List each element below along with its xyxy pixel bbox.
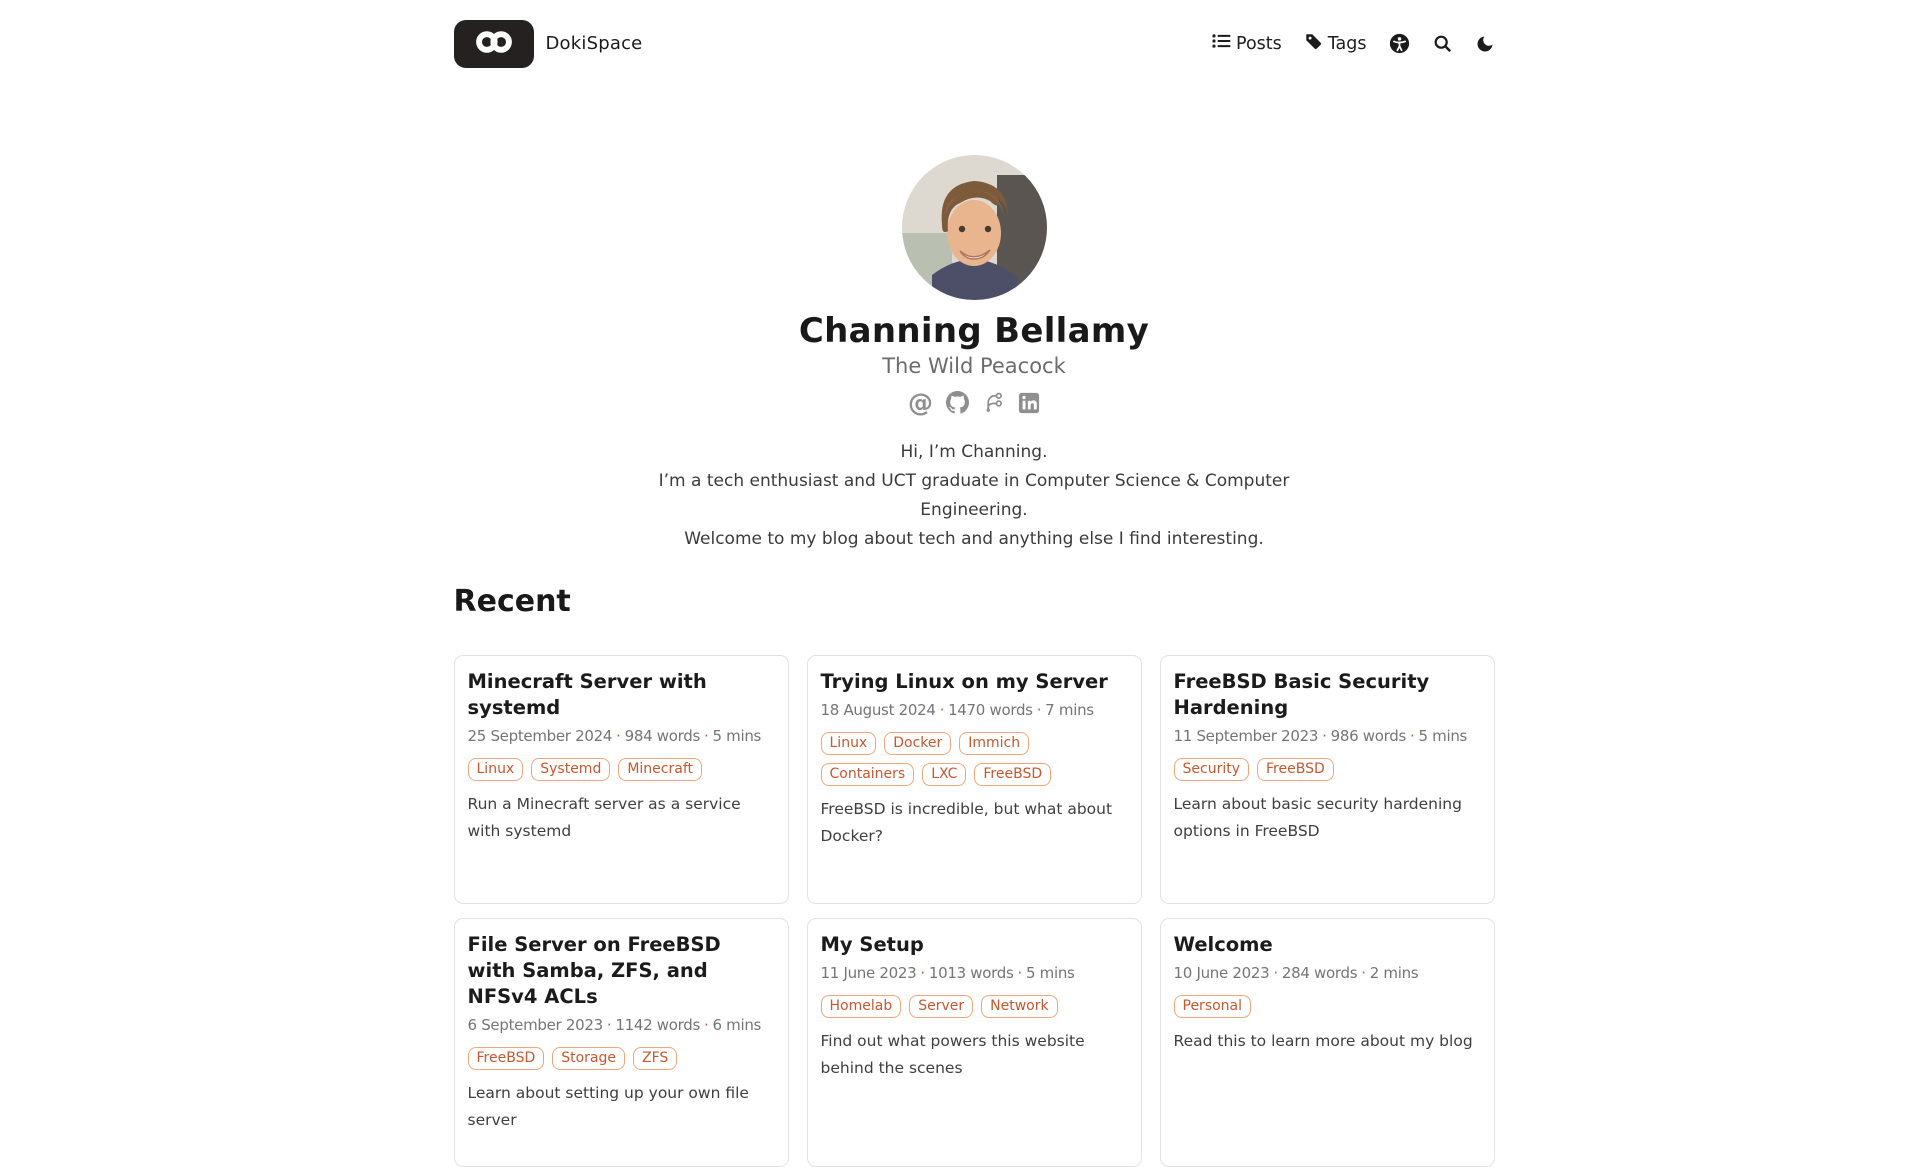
main-nav	[1211, 31, 1494, 56]
github-icon[interactable]	[946, 391, 969, 414]
meta-separator-dot: ·	[606, 1016, 612, 1034]
post-title: File Server on FreeBSD with Samba, ZFS, and NFSv4 ACLs	[467, 933, 721, 1008]
post-title: Trying Linux on my Server	[820, 670, 1108, 693]
recent-posts-grid	[454, 655, 1495, 1167]
tag-pill[interactable]: Security	[1174, 758, 1250, 781]
tag-pill[interactable]: Storage	[552, 1047, 625, 1070]
meta-separator-dot: ·	[616, 727, 621, 745]
home-link[interactable]	[454, 20, 643, 68]
tag-pill[interactable]: Linux	[468, 758, 524, 781]
tag-pill[interactable]: Minecraft	[618, 758, 702, 781]
post-date: 25 September 2024	[467, 727, 613, 745]
tag-pill[interactable]: Linux	[821, 732, 877, 755]
post-read-time: 7 mins	[1045, 701, 1094, 719]
meta-separator-dot: ·	[1017, 964, 1022, 982]
meta-separator-dot: ·	[1409, 727, 1415, 745]
post-read-time: 2 mins	[1369, 964, 1419, 982]
site-header	[454, 0, 1495, 68]
post-meta	[821, 698, 1128, 723]
post-tags	[1174, 758, 1481, 781]
page-container	[454, 0, 1495, 1167]
post-word-count: 984 words	[624, 727, 700, 745]
nav-posts-label: Posts	[1236, 33, 1282, 54]
post-tags	[821, 995, 1128, 1018]
tag-pill[interactable]: Immich	[959, 732, 1029, 755]
post-read-time: 6 mins	[712, 1016, 762, 1034]
tag-pill[interactable]: Network	[981, 995, 1057, 1018]
post-date: 10 June 2023	[1173, 964, 1270, 982]
post-title: My Setup	[820, 933, 924, 956]
linkedin-icon[interactable]	[1018, 392, 1040, 414]
tag-pill[interactable]: Docker	[884, 732, 951, 755]
post-meta	[1174, 724, 1481, 749]
tag-pill[interactable]: FreeBSD	[974, 763, 1051, 786]
bio-line: I’m a tech enthusiast and UCT graduate in Computer Science & Computer	[658, 471, 1290, 491]
post-description: FreeBSD is incredible, but what about Docker?	[820, 800, 1113, 845]
post-description: Learn about basic security hardening options in FreeBSD	[1173, 795, 1462, 840]
brand-name: DokiSpace	[545, 33, 643, 54]
email-at-icon[interactable]: @	[908, 387, 933, 417]
tag-pill[interactable]: Systemd	[531, 758, 610, 781]
dark-mode-moon-icon[interactable]	[1475, 34, 1495, 54]
post-title: FreeBSD Basic Security Hardening	[1173, 670, 1430, 719]
post-word-count: 986 words	[1330, 727, 1406, 745]
tag-pill[interactable]: LXC	[922, 763, 966, 786]
post-date: 18 August 2024	[820, 701, 936, 719]
post-card[interactable]	[807, 655, 1142, 904]
post-date: 6 September 2023	[467, 1016, 603, 1034]
meta-separator-dot: ·	[703, 727, 709, 745]
post-date: 11 September 2023	[1173, 727, 1319, 745]
tag-pill[interactable]: Containers	[821, 763, 915, 786]
post-word-count: 284 words	[1281, 964, 1358, 982]
post-read-time: 5 mins	[712, 727, 762, 745]
profile-section	[454, 155, 1495, 554]
nav-item-tags[interactable]	[1304, 32, 1367, 56]
post-read-time: 5 mins	[1418, 727, 1468, 745]
avatar	[902, 155, 1047, 300]
post-card[interactable]	[454, 655, 789, 904]
post-word-count: 1142 words	[615, 1016, 700, 1034]
meta-separator-dot: ·	[1361, 964, 1366, 982]
meta-separator-dot: ·	[939, 701, 945, 719]
profile-subtitle: The Wild Peacock	[882, 354, 1066, 378]
site-logo	[454, 20, 534, 68]
post-card[interactable]	[1160, 655, 1495, 904]
post-description: Read this to learn more about my blog	[1173, 1032, 1473, 1050]
meta-separator-dot: ·	[703, 1016, 709, 1034]
search-icon[interactable]	[1432, 33, 1453, 54]
post-description: Find out what powers this website behind the scenes	[820, 1032, 1085, 1077]
post-word-count: 1470 words	[948, 701, 1033, 719]
post-title: Welcome	[1173, 933, 1273, 956]
profile-name: Channing Bellamy	[798, 311, 1150, 351]
post-description: Run a Minecraft server as a service with systemd	[467, 795, 741, 840]
meta-separator-dot: ·	[1273, 964, 1278, 982]
post-card[interactable]	[454, 918, 789, 1167]
post-tags	[821, 732, 1128, 786]
nav-tags-label: Tags	[1327, 33, 1367, 54]
list-icon	[1211, 31, 1231, 56]
nav-item-posts[interactable]	[1211, 31, 1282, 56]
bio-line: Hi, I’m Channing.	[900, 442, 1048, 462]
recent-heading: Recent	[453, 584, 571, 619]
post-read-time: 5 mins	[1025, 964, 1075, 982]
bio-line: Engineering.	[920, 500, 1028, 520]
tag-pill[interactable]: Server	[909, 995, 973, 1018]
post-meta	[1174, 961, 1481, 986]
post-tags	[1174, 995, 1481, 1018]
tag-pill[interactable]: Personal	[1174, 995, 1252, 1018]
tag-pill[interactable]: FreeBSD	[468, 1047, 545, 1070]
meta-separator-dot: ·	[1322, 727, 1327, 745]
tag-pill[interactable]: Homelab	[821, 995, 902, 1018]
post-meta	[468, 724, 775, 749]
post-tags	[468, 1047, 775, 1070]
post-title: Minecraft Server with systemd	[467, 670, 707, 719]
meta-separator-dot: ·	[920, 964, 925, 982]
tag-pill[interactable]: ZFS	[633, 1047, 677, 1070]
tag-icon	[1304, 32, 1323, 56]
profile-bio	[454, 438, 1495, 554]
post-card[interactable]	[807, 918, 1142, 1167]
post-meta	[468, 1013, 775, 1038]
post-date: 11 June 2023	[820, 964, 917, 982]
meta-separator-dot: ·	[1036, 701, 1042, 719]
post-word-count: 1013 words	[928, 964, 1014, 982]
forgejo-icon[interactable]	[982, 391, 1005, 414]
post-description: Learn about setting up your own file server	[467, 1084, 749, 1129]
post-tags	[468, 758, 775, 781]
accessibility-icon[interactable]	[1389, 33, 1410, 54]
post-meta	[821, 961, 1128, 986]
social-links	[454, 387, 1495, 417]
tag-pill[interactable]: FreeBSD	[1257, 758, 1334, 781]
bio-line: Welcome to my blog about tech and anything else I find interesting.	[684, 529, 1264, 549]
infinity-icon	[468, 25, 520, 63]
post-card[interactable]	[1160, 918, 1495, 1167]
